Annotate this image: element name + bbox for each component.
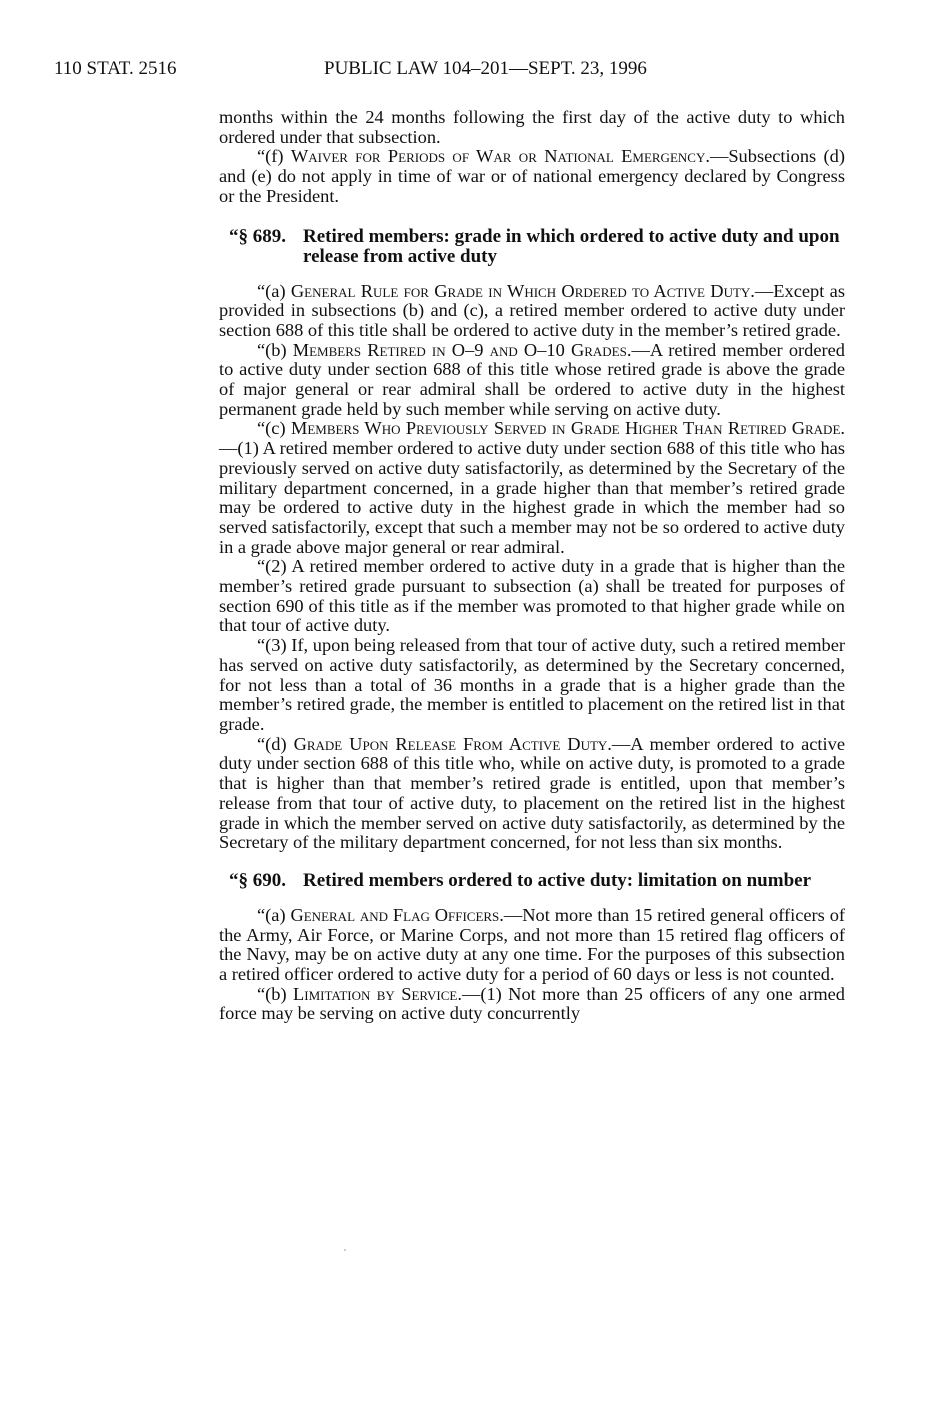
subsection-heading: General Rule for Grade in Which Ordered to Active Duty. — [290, 280, 755, 301]
page-header — [54, 58, 854, 84]
paragraph-689-c-2: “(2) A retired member ordered to active duty in a grade that is higher than the member’s retired grade pursuant to subsection (a) shall be treated for purposes of section 690 of this title as if the member was promoted to that higher grade while on that tour of active duty. — [219, 556, 845, 636]
section-689-heading — [229, 227, 845, 267]
section-title: Retired members ordered to active duty: limitation on number — [303, 869, 811, 891]
subsection-689-c: “(c) Members Who Previously Served in Grade Higher Than Retired Grade.—(1) A retired member ordered to active duty under section 688 of this title who has previously served on active duty satisfactorily, as determined by the Secretary of the military department concerned, in a grade higher than that member’s retired grade may be ordered to active duty in the highest grade in which the member had so served satisfactorily, except that such a member may not be so ordered to active duty in a grade above major general or rear admiral. — [219, 418, 845, 557]
subsection-heading: Limitation by Service. — [293, 983, 462, 1004]
subsection-689-d: “(d) Grade Upon Release From Active Duty.—A member ordered to active duty under section 688 of this title who, while on active duty, is promoted to a grade that is higher than that member’s retired grade is entitled, upon that member’s release from that tour of active duty, to placement on the retired list in the highest grade in which the member served on active duty satisfactorily, as determined by the Secretary of the military department concerned, for not less than six months. — [219, 733, 845, 853]
subsection-heading: Members Retired in O–9 and O–10 Grades. — [292, 339, 632, 360]
subsection-689-a: “(a) General Rule for Grade in Which Ordered to Active Duty.—Except as provided in subsections (b) and (c), a retired member ordered to active duty under section 688 of this title shall be ordered to active duty in the member’s retired grade. — [219, 280, 846, 340]
law-text-body — [219, 108, 845, 1024]
subsection-690-b: “(b) Limitation by Service.—(1) Not more than 25 officers of any one armed force may be serving on active duty concurrently — [219, 983, 846, 1024]
section-number: “§ 690. — [229, 869, 286, 891]
continuation-paragraph: months within the 24 months following the first day of the active duty to which ordered under that subsection. — [219, 107, 845, 147]
section-title: Retired members: grade in which ordered to active duty and upon release from active duty — [303, 225, 840, 267]
section-number: “§ 689. — [229, 225, 286, 247]
public-law-title: PUBLIC LAW 104–201—SEPT. 23, 1996 — [324, 58, 647, 79]
subsection-heading: Grade Upon Release From Active Duty. — [293, 733, 612, 754]
subsection-690-a: “(a) General and Flag Officers.—Not more than 15 retired general officers of the Army, Air Force, or Marine Corps, and not more than 15 retired flag officers of the Navy, may be on active duty at any one time. For the purposes of this subsection a retired officer ordered to active duty for a period of 60 days or less is not counted. — [219, 904, 846, 985]
statute-page-number: 110 STAT. 2516 — [54, 58, 177, 79]
subsection-heading: Members Who Previously Served in Grade Higher Than Retired Grade. — [290, 418, 845, 439]
scan-speck — [344, 1249, 346, 1251]
subsection-heading: Waiver for Periods of War or National Emergency. — [290, 146, 710, 167]
subsection-heading: General and Flag Officers. — [290, 904, 504, 925]
subsection-f: “(f) Waiver for Periods of War or National Emergency.—Subsections (d) and (e) do not apply in time of war or of national emergency declared by Congress or the President. — [219, 146, 845, 206]
paragraph-689-c-3: “(3) If, upon being released from that tour of active duty, such a retired member has served on active duty satisfactorily, as determined by the Secretary concerned, for not less than a total of 36 months in a grade that is a higher grade than the member’s retired grade, the member is entitled to placement on the retired list in that grade. — [219, 635, 845, 734]
section-690-heading — [229, 871, 845, 891]
subsection-689-b: “(b) Members Retired in O–9 and O–10 Grades.—A retired member ordered to active duty under section 688 of this title whose retired grade is above the grade of major general or rear admiral shall be ordered to active duty in the highest permanent grade held by such member while serving on active duty. — [219, 339, 845, 419]
